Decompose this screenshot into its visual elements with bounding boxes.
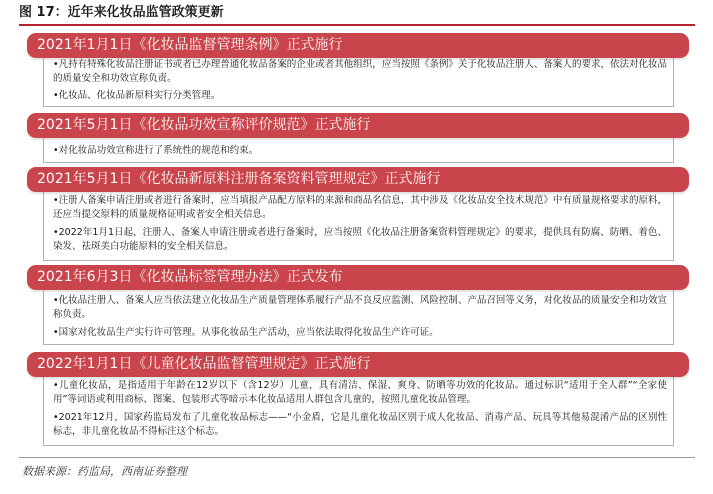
section-1-bullet-2: •化妆品、化妆品新原料实行分类管理。	[53, 90, 221, 101]
section-5-heading: 2022年1月1日《儿童化妆品监督管理规定》正式施行	[37, 356, 371, 372]
section-banner-4	[27, 265, 689, 290]
section-4-heading: 2021年6月3日《化妆品标签管理办法》正式发布	[37, 269, 343, 285]
section-3-heading: 2021年5月1日《化妆品新原料注册备案资料管理规定》正式施行	[37, 171, 441, 187]
footer-rule	[19, 457, 695, 458]
section-5-bullet-1: •儿童化妆品，是指适用于年龄在12岁以下（含12岁）儿童，具有清洁、保湿、爽身、防晒等功效的化妆品。通过标识“适用于全人群”“全家使用”等词语或利用商标、图案、包装形式等暗示本化妆品适用人群包含儿童的，按照儿童化妆品管理。	[53, 380, 667, 405]
section-box-5	[43, 366, 674, 446]
section-1-bullet-1: •凡持有特殊化妆品注册证书或者已办理普通化妆品备案的企业或者其他组织，应当按照《条例》关于化妆品注册人、备案人的要求，依法对化妆品的质量安全和功效宣称负责。	[53, 59, 667, 84]
section-banner-3	[27, 167, 689, 192]
section-banner-2	[27, 113, 689, 138]
section-banner-5	[27, 352, 689, 377]
section-2-bullet-1: •对化妆品功效宣称进行了系统性的规范和约束。	[53, 145, 259, 156]
section-banner-1	[27, 33, 689, 58]
section-1-heading: 2021年1月1日《化妆品监督管理条例》正式施行	[37, 37, 343, 53]
source-note: 数据来源：药监局，西南证券整理	[22, 465, 187, 478]
section-box-3	[43, 181, 674, 261]
figure-title: 图 17：近年来化妆品监管政策更新	[19, 5, 224, 20]
section-5-bullet-2: •2021年12月，国家药监局发布了儿童化妆品标志——“小金盾，它是儿童化妆品区别于成人化妆品、消毒产品、玩具等其他易混淆产品的区别性标志，非儿童化妆品不得标注这个标志。	[53, 412, 667, 437]
title-rule	[19, 24, 695, 26]
section-3-bullet-1: •注册人备案申请注册或者进行备案时，应当填报产品配方原料的来源和商品名信息，其中涉及《化妆品安全技术规范》中有质量规格要求的原料，还应当提交原料的质量规格证明或者安全相关信息。	[53, 195, 667, 220]
section-4-bullet-2: •国家对化妆品生产实行许可管理。从事化妆品生产活动，应当依法取得化妆品生产许可证。	[53, 327, 439, 338]
section-2-heading: 2021年5月1日《化妆品功效宣称评价规范》正式施行	[37, 117, 371, 133]
section-3-bullet-2: •2022年1月1日起，注册人、备案人申请注册或者进行备案时，应当按照《化妆品注册备案资料管理规定》的要求，提供具有防腐、防晒、着色、染发、祛斑美白功能原料的安全相关信息。	[53, 227, 667, 252]
section-4-bullet-1: •化妆品注册人、备案人应当依法建立化妆品生产质量管理体系履行产品不良反应监测、风险控制、产品召回等义务，对化妆品的质量安全和功效宣称负责。	[53, 295, 667, 320]
